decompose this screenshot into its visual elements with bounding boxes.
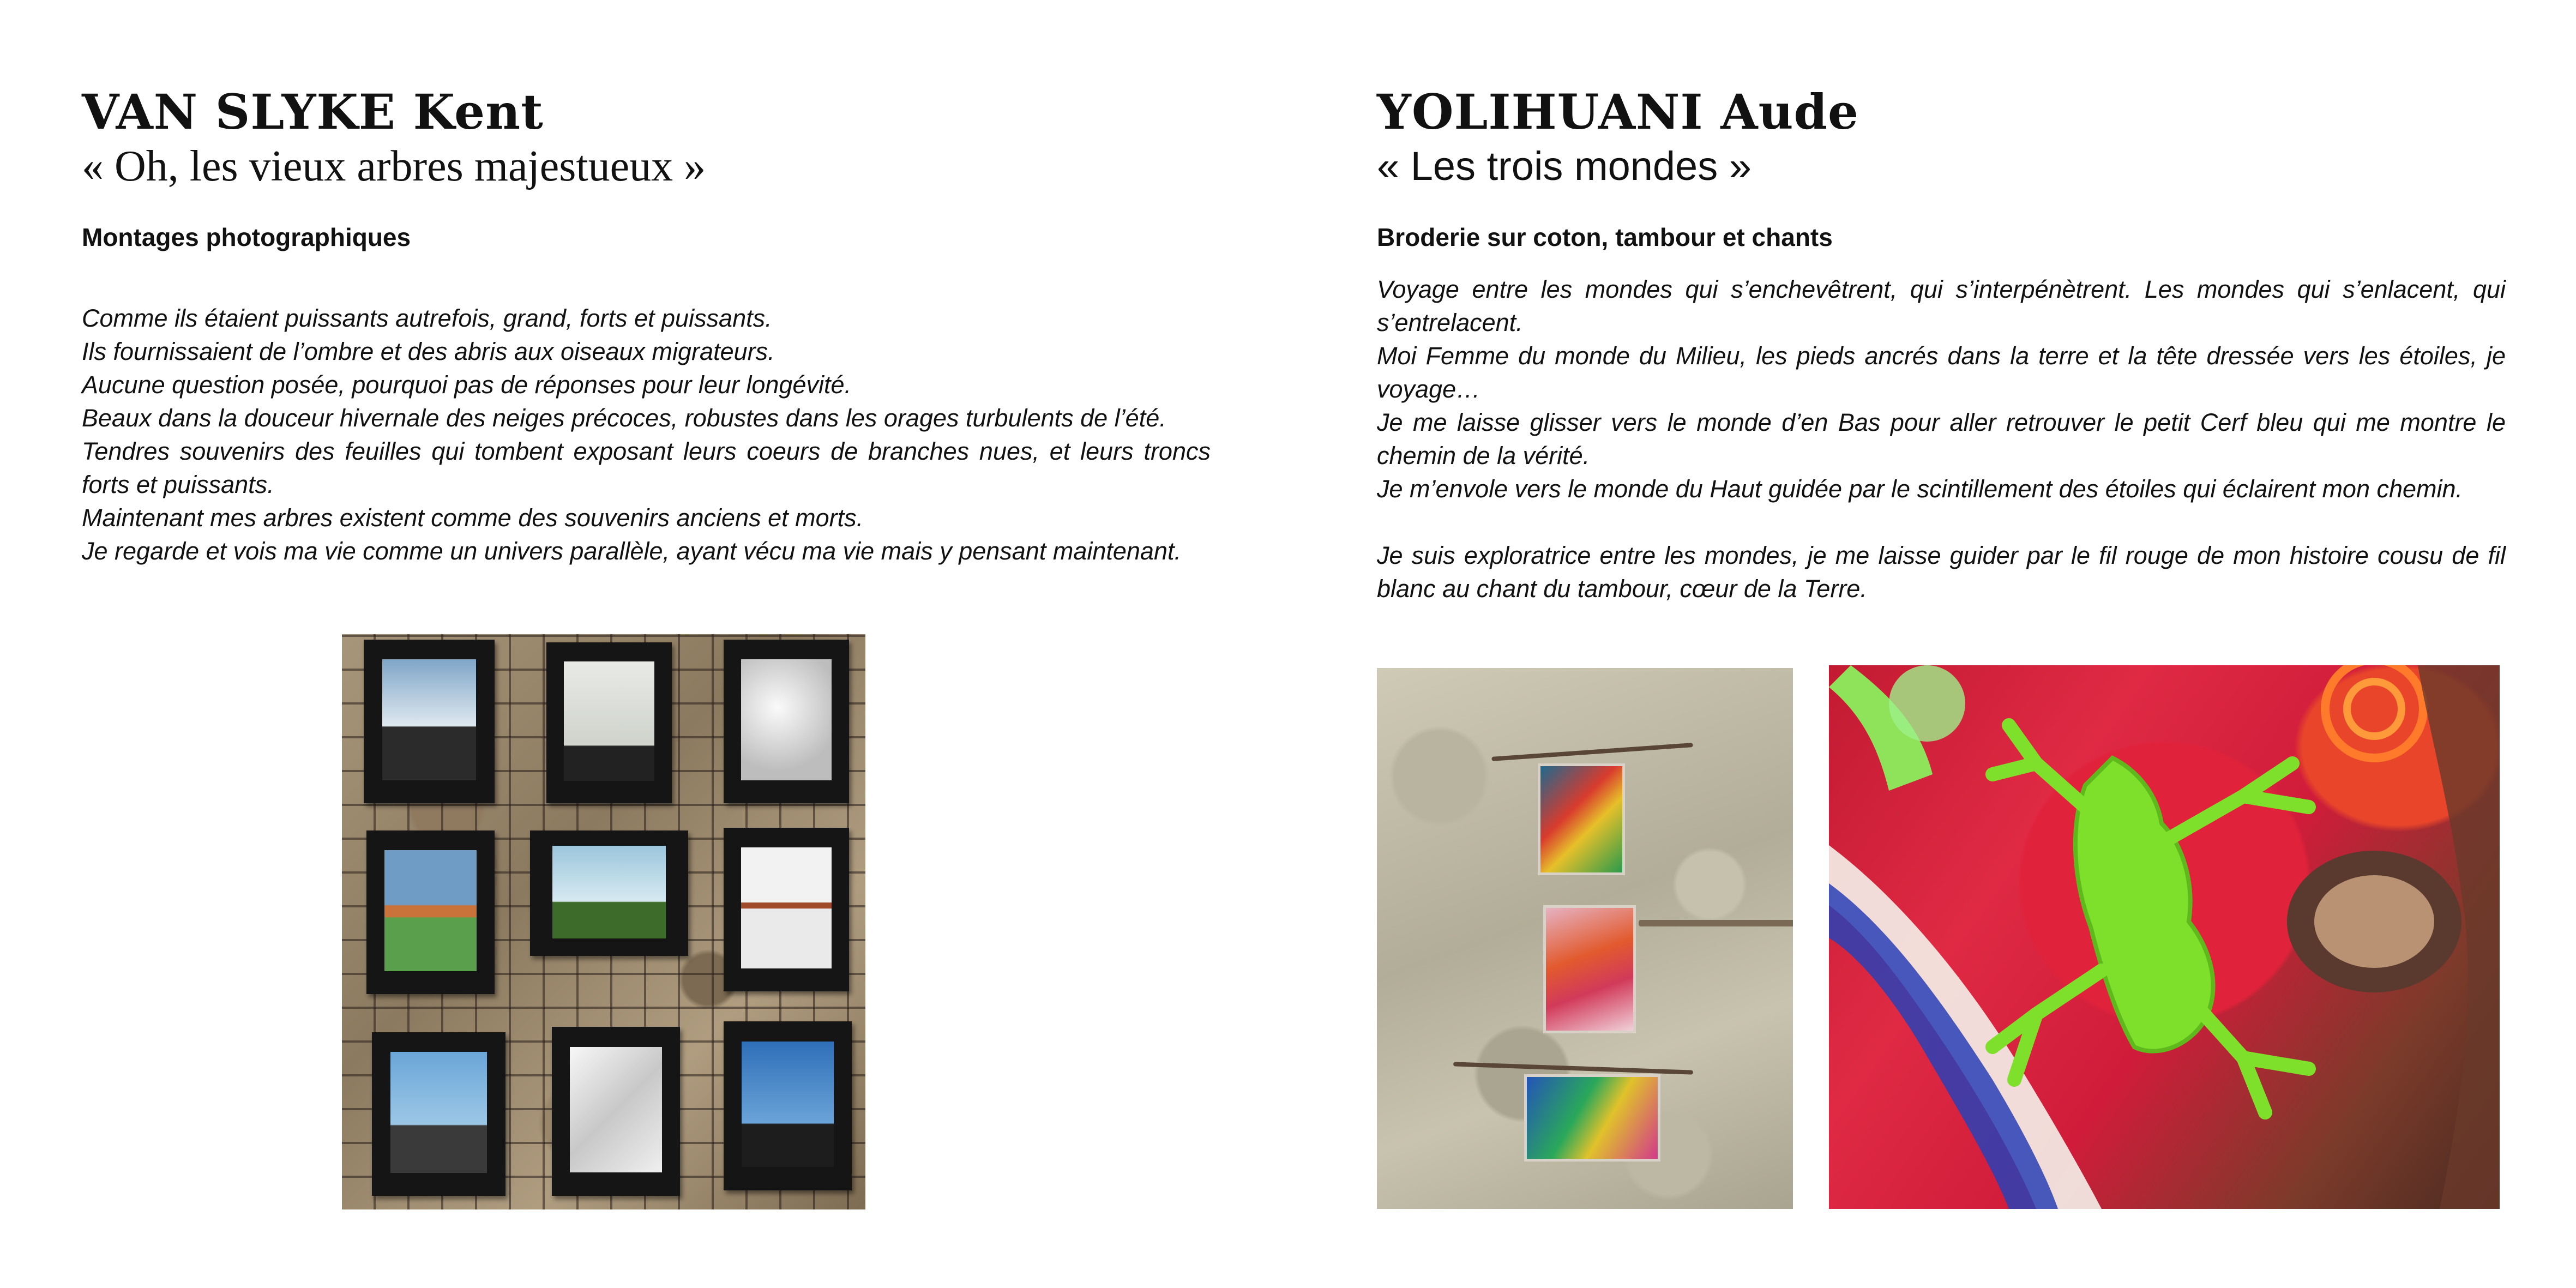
photo-frame — [546, 642, 672, 803]
description-line: Ils fournissaient de l’ombre et des abris aux oiseaux migrateurs. — [82, 338, 775, 365]
hanging-stick — [1453, 1062, 1693, 1074]
photo-frame — [724, 828, 849, 991]
artwork-description — [1377, 273, 2506, 605]
description-line: Je regarde et vois ma vie comme un univers parallèle, ayant vécu ma vie mais y pensant maintenant. — [82, 537, 1181, 565]
description-line: Je m’envole vers le monde du Haut guidée par le scintillement des étoiles qui éclairent mon chemin. — [1377, 475, 2463, 503]
description-line: Je suis exploratrice entre les mondes, je me laisse guider par le fil rouge de mon histoire cousu de fil blanc au chant du tambour, cœur de la Terre. — [1377, 541, 2506, 603]
artist-name: YOLIHUANI Aude — [1377, 83, 1859, 140]
photo-montage-wall — [342, 634, 865, 1209]
description-line: Tendres souvenirs des feuilles qui tombent exposant leurs coeurs de branches nues, et leurs troncs forts et puissants. — [82, 437, 1211, 498]
embroidery-piece — [1524, 1074, 1660, 1161]
photo-frame — [552, 1027, 680, 1196]
description-line: Maintenant mes arbres existent comme des souvenirs anciens et morts. — [82, 504, 864, 532]
description-line: Voyage entre les mondes qui s’enchevêtrent, qui s’interpénètrent. Les mondes qui s’enlacent, qui s’entrelacent. — [1377, 275, 2506, 336]
description-line: Moi Femme du monde du Milieu, les pieds ancrés dans la terre et la tête dressée vers les étoiles, je voyage… — [1377, 342, 2506, 403]
wall-label-shelf — [1639, 920, 1793, 926]
description-line: Je me laisse glisser vers le monde d’en Bas pour aller retrouver le petit Cerf bleu qui me montre le chemin de la vérité. — [1377, 408, 2506, 470]
artwork-title: « Les trois mondes » — [1377, 143, 1752, 189]
description-line: Aucune question posée, pourquoi pas de réponses pour leur longévité. — [82, 371, 851, 399]
artwork-description — [82, 302, 1211, 568]
paragraph-spacer — [1377, 505, 2506, 539]
photo-frame — [724, 1021, 852, 1190]
artist-name: VAN SLYKE Kent — [82, 83, 544, 140]
photo-frame — [372, 1032, 505, 1196]
artwork-title: « Oh, les vieux arbres majestueux » — [82, 142, 706, 190]
artwork-medium: Broderie sur coton, tambour et chants — [1377, 223, 1833, 251]
description-line: Beaux dans la douceur hivernale des neiges précoces, robustes dans les orages turbulents de l’été. — [82, 404, 1166, 432]
photo-frame — [724, 640, 849, 803]
photo-frame — [364, 640, 495, 803]
embroidery-piece — [1543, 905, 1636, 1033]
photo-frame — [366, 830, 495, 994]
description-line: Comme ils étaient puissants autrefois, grand, forts et puissants. — [82, 304, 772, 332]
photo-frame — [530, 830, 688, 956]
hanging-stick — [1491, 743, 1693, 761]
embroidery-closeup-drawing — [1829, 665, 2500, 1209]
artwork-medium: Montages photographiques — [82, 223, 411, 251]
embroidery-piece — [1538, 763, 1625, 875]
photo-embroidery-closeup — [1829, 665, 2500, 1209]
photo-embroideries-wall — [1377, 668, 1793, 1209]
